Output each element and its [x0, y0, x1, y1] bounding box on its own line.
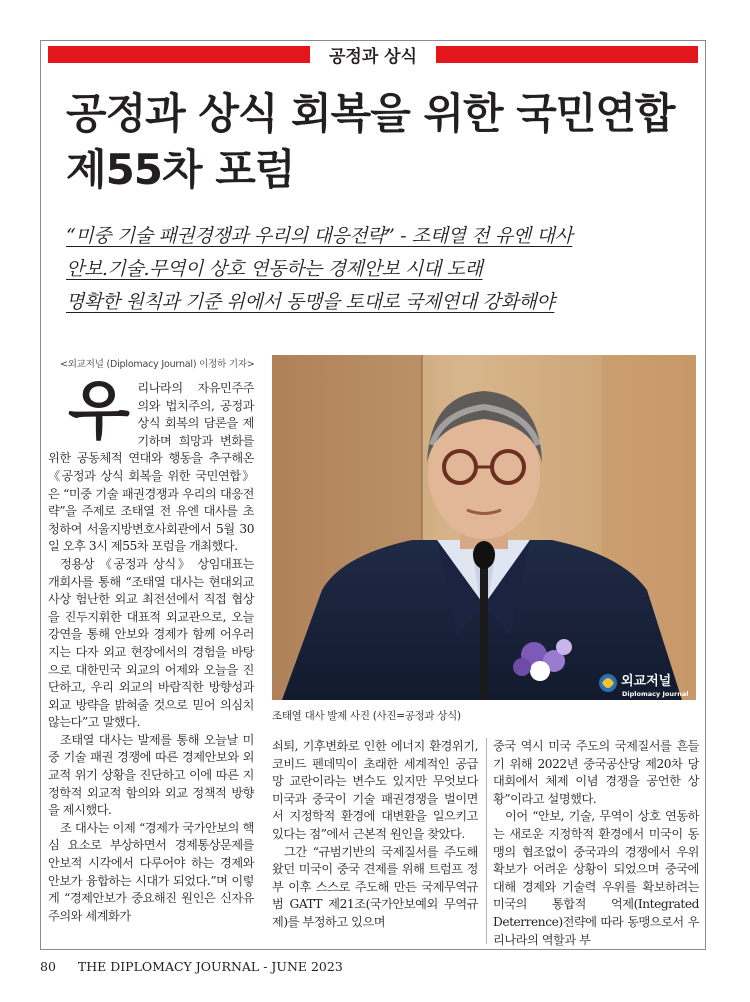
publication-name: THE DIPLOMACY JOURNAL - JUNE 2023 — [77, 959, 343, 974]
paragraph: 이어 “안보, 기술, 무역이 상호 연동하는 새로운 지정학적 환경에서 미국이 동맹의 협조없이 중국과의 경쟁에서 우위확보가 어려운 상황이 되었으며 중국에 대해 경제와 기술력 우위를 확보하려는 미국의 통합적 억제(Integrated Deterrence)전략에 따라 동맹으로서 우리나라의 역할과 부 — [493, 809, 699, 947]
article-column-3 — [493, 738, 699, 949]
headline — [66, 86, 706, 198]
byline: <외교저널 (Diplomacy Journal) 이정하 기자> — [60, 359, 255, 370]
article-column-1 — [48, 374, 254, 925]
paragraph: 쇠퇴, 기후변화로 인한 에너지 환경위기, 코비드 펜데믹이 초래한 세계적인 공급망 교란이라는 변수도 있지만 무엇보다 미국과 중국이 기술 패권경쟁을 벌이면서 지정학적 환경에 대변환을 일으키고 있다는 점”에서 근본적 원인을 찾았다. — [272, 739, 478, 841]
headline-line-1: 공정과 상식 회복을 위한 국민연합 — [66, 89, 675, 138]
column-divider — [486, 738, 487, 944]
paragraph: 그간 “규범기반의 국제질서를 주도해왔던 미국이 중국 견제를 위해 트럼프 정부 이후 스스로 주도해 만든 국제무역규범 GATT 제21조(국가안보예외 무역규제)를 부정하고 있으며 — [272, 844, 478, 929]
subheadlines — [66, 220, 706, 319]
section-rule-right — [436, 46, 698, 63]
subhead-3: 명확한 원칙과 기준 위에서 동맹을 토대로 국제연대 강화해야 — [66, 291, 555, 313]
page-footer — [40, 959, 343, 974]
page-number: 80 — [40, 959, 56, 974]
photo-caption: 조태열 대사 발제 사진 (사진=공정과 상식) — [272, 710, 461, 722]
paragraph: 리나라의 자유민주주의와 법치주의, 공정과 상식 회복의 담론을 제기하며 희망과 변화를 위한 공동체적 연대와 행동을 추구해온 《공정과 상식 회복을 위한 국민연합》은 “미중 기술 패권경쟁과 우리의 대응전략”을 주제로 조태열 전 유엔 대사를 초청하여 서울지방변호사회관에서 5월 30일 오후 3시 제55차 포럼을 개최했다. — [48, 381, 254, 554]
paragraph: 중국 역시 미국 주도의 국제질서를 흔들기 위해 2022년 중국공산당 제20차 당대회에서 체제 이념 경쟁을 공언한 상황”이라고 설명했다. — [493, 739, 699, 806]
section-header — [48, 46, 698, 67]
headline-line-2: 제55차 포럼 — [66, 145, 295, 194]
paragraph: 조 대사는 이제 “경제가 국가안보의 핵심 요소로 부상하면서 경제통상문제를 안보적 시각에서 다루어야 하는 경제와 안보가 융합하는 시대가 되었다.”며 이렇게 “경제안보가 중요해진 원인은 신자유주의와 세계화가 — [48, 820, 254, 923]
subhead-2: 안보.기술.무역이 상호 연동하는 경제안보 시대 도래 — [66, 258, 483, 280]
watermark-en: Diplomacy Journal — [622, 690, 689, 698]
section-rule-left — [48, 46, 310, 63]
watermark-logo-icon — [599, 674, 617, 692]
speaker-photo — [272, 355, 696, 700]
subhead-1: “미중 기술 패권경쟁과 우리의 대응전략” - 조태열 전 유엔 대사 — [66, 225, 573, 247]
paragraph: 정용상 《공정과 상식》 상임대표는 개회사를 통해 “조태열 대사는 현대외교 사상 험난한 외교 최전선에서 직접 협상을 진두지휘한 대표적 외교관으로, 오늘 강연을 통해 안보와 경제가 함께 어우러지는 다자 외교 현장에서의 경험을 바탕으로 대한민국 외교의 어제와 오늘을 진단하고, 우리 외교의 바람직한 방향성과 외교 방략을 밝혀줄 것으로 믿어 의심치 않는다”고 말했다. — [48, 556, 254, 730]
watermark-ko: 외교저널 — [621, 674, 672, 689]
section-label: 공정과 상식 — [328, 47, 418, 67]
dropcap: 우 — [68, 374, 130, 449]
article-column-2 — [272, 738, 478, 932]
paragraph: 조태열 대사는 발제를 통해 오늘날 미중 기술 패권 경쟁에 따른 경제안보와 외교적 위기 상황을 진단하고 이에 따른 지정학적 외교적 함의와 외교 정책적 방향을 제시했다. — [48, 732, 254, 818]
